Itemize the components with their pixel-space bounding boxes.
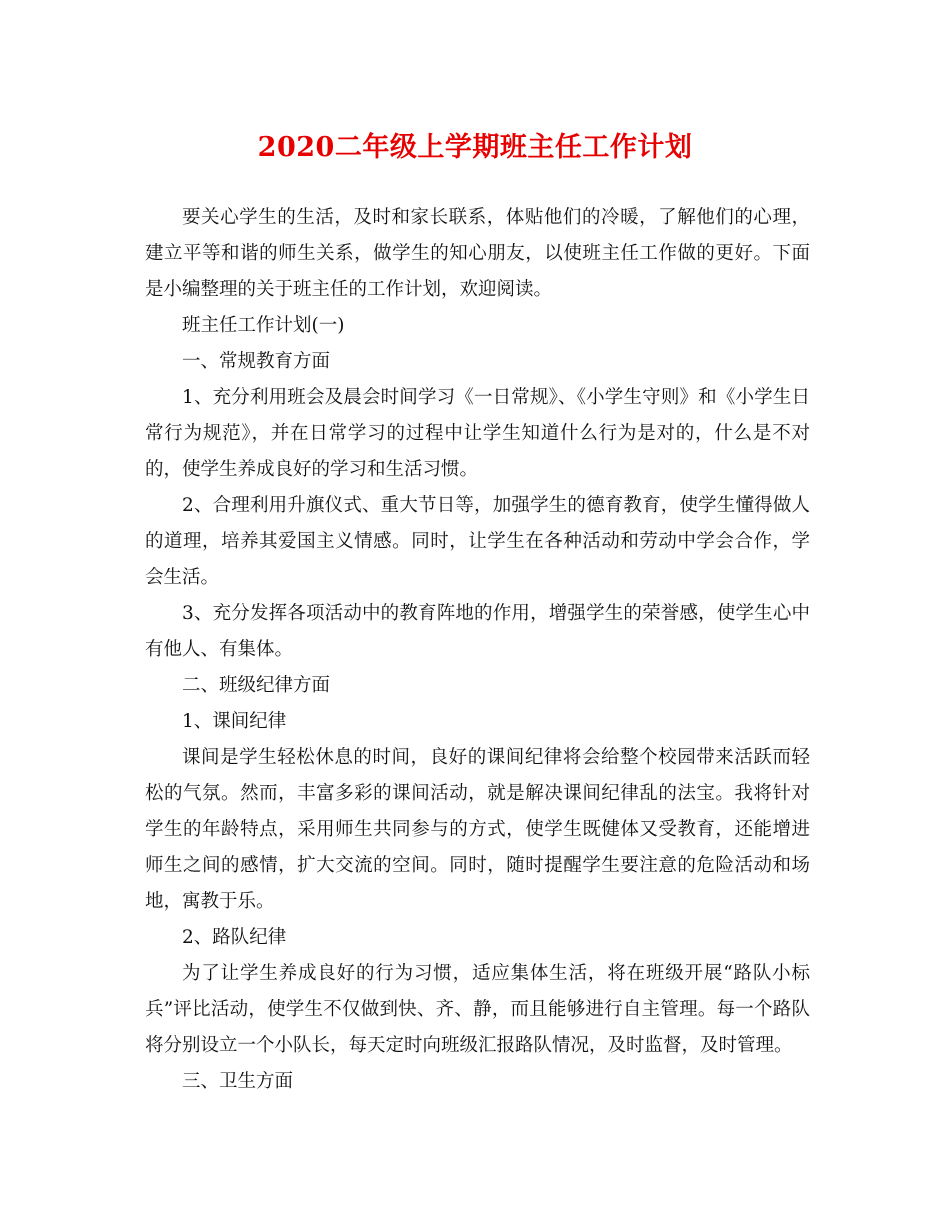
routine-item-3: 3、充分发挥各项活动中的教育阵地的作用，增强学生的荣誉感，使学生心中有他人、有集体。 [145,603,810,660]
break-discipline-paragraph: 课间是学生轻松休息的时间，良好的课间纪律将会给整个校园带来活跃而轻松的气氛。然而，丰富多彩的课间活动，就是解决课间纪律乱的法宝。我将针对学生的年龄特点，采用师生共同参与的方式，使学生既健体又受教育，还能增进师生之间的感情，扩大交流的空间。同时，随时提醒学生要注意的危险活动和场地，寓教于乐。 [145,747,810,912]
subheading-break-discipline: 1、课间纪律 [182,711,287,732]
section-heading-discipline: 二、班级纪律方面 [182,675,331,696]
subheading-line-discipline: 2、路队纪律 [182,927,287,948]
document-title: 2020二年级上学期班主任工作计划 [257,132,693,163]
plan-heading: 班主任工作计划(一) [182,315,345,336]
section-heading-routine: 一、常规教育方面 [182,351,331,372]
routine-item-1: 1、充分利用班会及晨会时间学习《一日常规》、《小学生守则》和《小学生日常行为规范》，并在日常学习的过程中让学生知道什么行为是对的，什么是不对的，使学生养成良好的学习和生活习惯。 [145,387,810,480]
section-heading-hygiene: 三、卫生方面 [182,1071,294,1092]
document-body [145,200,810,1100]
routine-item-2: 2、合理利用升旗仪式、重大节日等，加强学生的德育教育，使学生懂得做人的道理，培养其爱国主义情感。同时，让学生在各种活动和劳动中学会合作，学会生活。 [145,495,810,588]
line-discipline-paragraph: 为了让学生养成良好的行为习惯，适应集体生活，将在班级开展“路队小标兵”评比活动，使学生不仅做到快、齐、静，而且能够进行自主管理。每一个路队将分别设立一个小队长，每天定时向班级汇报路队情况，及时监督，及时管理。 [145,963,810,1056]
intro-paragraph: 要关心学生的生活，及时和家长联系，体贴他们的冷暖，了解他们的心理，建立平等和谐的师生关系，做学生的知心朋友，以使班主任工作做的更好。下面是小编整理的关于班主任的工作计划，欢迎阅读。 [145,207,810,300]
